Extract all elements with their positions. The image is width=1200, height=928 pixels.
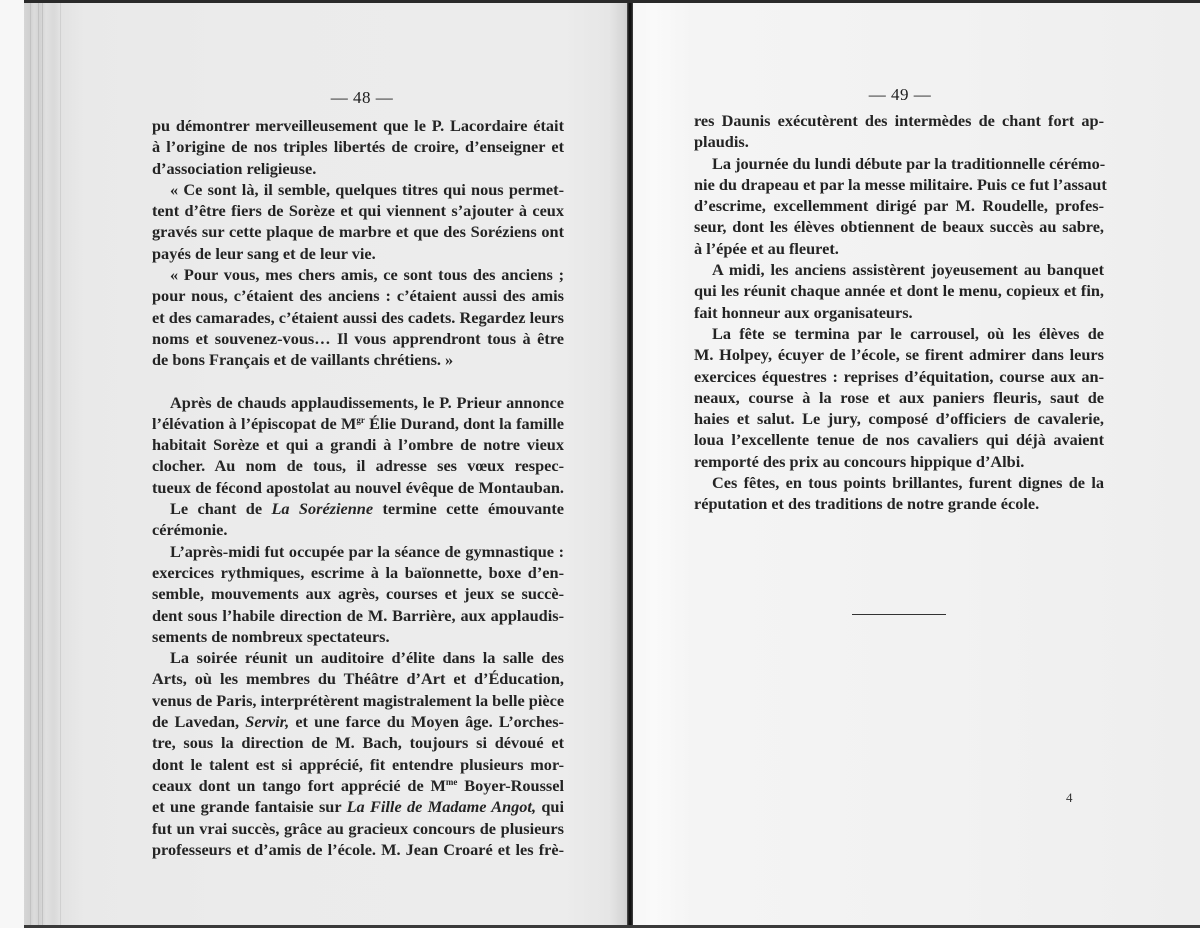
text-line: Après de chauds applaudissements, le P. Prieur annonce: [170, 392, 564, 412]
text-line: M. Holpey, écuyer de l’école, se firent admirer dans leurs: [694, 345, 1104, 365]
text-line: La fête se termina par le carrousel, où les élèves de: [712, 323, 1104, 343]
text-line: cérémonie.: [152, 520, 228, 540]
text-run: et une farce du Moyen âge. L’orches-: [289, 712, 564, 732]
text-line: loua l’excellente tenue de nos cavaliers qui déjà avaient: [694, 430, 1104, 450]
text-line: [152, 498, 564, 519]
text-line: haies et salut. Le jury, composé d’officiers de cavalerie,: [694, 409, 1104, 429]
page-edge-line: [60, 3, 61, 925]
text-line: « Ce sont là, il semble, quelques titres qui nous permet-: [170, 179, 564, 199]
text-line: neaux, course à la rose et aux paniers fleuris, saut de: [694, 387, 1104, 407]
text-line: qui les réunit chaque année et dont le menu, copieux et fin,: [694, 281, 1104, 301]
scan-top-edge: [24, 0, 1200, 3]
text-line: gravés sur cette plaque de marbre et que des Soréziens ont: [152, 222, 564, 242]
text-line: dont le talent est si apprécié, fit entendre plusieurs mor-: [152, 754, 564, 774]
text-line: à l’origine de nos triples libertés de croire, d’enseigner et: [152, 137, 564, 157]
text-line: pu démontrer merveilleusement que le P. Lacordaire était: [152, 116, 564, 135]
text-line: semble, mouvements aux agrès, courses et jeux se succè-: [152, 584, 564, 604]
right-page-text: [694, 110, 1107, 515]
scan-margin: [0, 0, 24, 928]
text-line: L’après-midi fut occupée par la séance de gymnastique :: [170, 541, 564, 561]
text-run: termine cette émouvante: [373, 499, 564, 519]
text-line: [152, 775, 564, 796]
text-line: nie du drapeau et par la messe militaire. Puis ce fut l’assaut: [694, 174, 1107, 194]
text-line: payés de leur sang et de leur vie.: [152, 243, 376, 263]
italic-title: La Sorézienne: [271, 499, 374, 519]
text-line: tent d’être fiers de Sorèze et qui viennent s’ajouter à ceux: [152, 201, 564, 221]
text-line: [152, 796, 564, 817]
text-line: clocher. Au nom de tous, il adresse ses vœux respec-: [152, 456, 564, 476]
text-run: qui: [536, 797, 564, 817]
text-run: l’élévation à l’épiscopat de M: [152, 413, 357, 433]
text-line: A midi, les anciens assistèrent joyeusement au banquet: [712, 260, 1104, 280]
text-line: venus de Paris, interprétèrent magistralement la belle pièce: [152, 690, 565, 710]
text-line: plaudis.: [694, 132, 749, 152]
text-run: ceaux dont un tango fort apprécié de M: [152, 775, 446, 795]
text-run: Élie Durand, dont la famille: [364, 413, 565, 433]
page-number-left: — 48 —: [330, 88, 394, 107]
italic-title: La Fille de Madame Angot,: [346, 797, 537, 817]
superscript: gr: [356, 414, 365, 425]
text-line: pour nous, c’étaient des anciens : c’étaient aussi des amis: [152, 286, 564, 306]
text-line: réputation et des traditions de notre grande école.: [694, 494, 1040, 514]
text-line: à l’épée et au fleuret.: [694, 238, 839, 258]
page-edge-line: [42, 3, 43, 925]
section-end-rule: [852, 614, 946, 615]
text-line: sements de nombreux spectateurs.: [152, 626, 390, 646]
text-line: res Daunis exécutèrent des intermèdes de chant fort ap-: [694, 111, 1104, 130]
signature-mark: 4: [1066, 790, 1073, 805]
text-line: professeurs et d’amis de l’école. M. Jean Croaré et les frè-: [152, 839, 564, 859]
text-line: habitait Sorèze et qui a grandi à l’ombre de notre vieux: [152, 435, 564, 455]
text-line: exercices équestres : reprises d’équitation, course aux an-: [694, 366, 1104, 386]
left-page-text: [152, 115, 564, 860]
text-line: La journée du lundi débute par la traditionnelle cérémo-: [712, 153, 1106, 173]
text-run: Le chant de: [170, 499, 272, 519]
page-edge-line: [30, 3, 31, 925]
text-line: tre, sous la direction de M. Bach, toujours si dévoué et: [152, 733, 564, 753]
paragraph-gap: [152, 371, 564, 392]
text-run: Boyer-Roussel: [457, 775, 564, 795]
superscript: me: [445, 776, 458, 787]
page-edge-line: [38, 3, 39, 925]
text-run: de Lavedan,: [152, 712, 246, 732]
text-line: Ces fêtes, en tous points brillantes, furent dignes de la: [712, 473, 1104, 493]
text-line: et des camarades, c’étaient aussi des cadets. Regardez leurs: [152, 307, 564, 327]
text-line: noms et souvenez-vous… Il vous apprendront tous à être: [152, 328, 564, 348]
text-line: Arts, où les membres du Théâtre d’Art et d’Éducation,: [152, 669, 564, 689]
text-line: fut un vrai succès, grâce au gracieux concours de plusieurs: [152, 818, 564, 838]
text-line: exercices rythmiques, escrime à la baïonnette, boxe d’en-: [152, 562, 564, 582]
page-number-right: — 49 —: [868, 85, 932, 104]
text-run: et une grande fantaisie sur: [152, 797, 347, 817]
text-line: d’escrime, excellemment dirigé par M. Roudelle, profes-: [694, 196, 1104, 216]
text-line: « Pour vous, mes chers amis, ce sont tous des anciens ;: [170, 265, 564, 285]
text-line: [152, 413, 564, 434]
text-line: La soirée réunit un auditoire d’élite dans la salle des: [170, 648, 564, 668]
text-line: remporté des prix au concours hippique d’Albi.: [694, 451, 1025, 471]
text-line: d’association religieuse.: [152, 158, 317, 178]
text-line: seur, dont les élèves obtiennent de beaux succès au sabre,: [694, 217, 1104, 237]
italic-title: Servir,: [245, 712, 290, 732]
text-line: fait honneur aux organisateurs.: [694, 302, 913, 322]
text-line: dent sous l’habile direction de M. Barrière, aux applaudis-: [152, 605, 564, 625]
text-line: tueux de fécond apostolat au nouvel évêque de Montauban.: [152, 477, 564, 497]
text-line: de bons Français et de vaillants chrétiens. »: [152, 350, 454, 370]
text-line: [152, 711, 564, 732]
